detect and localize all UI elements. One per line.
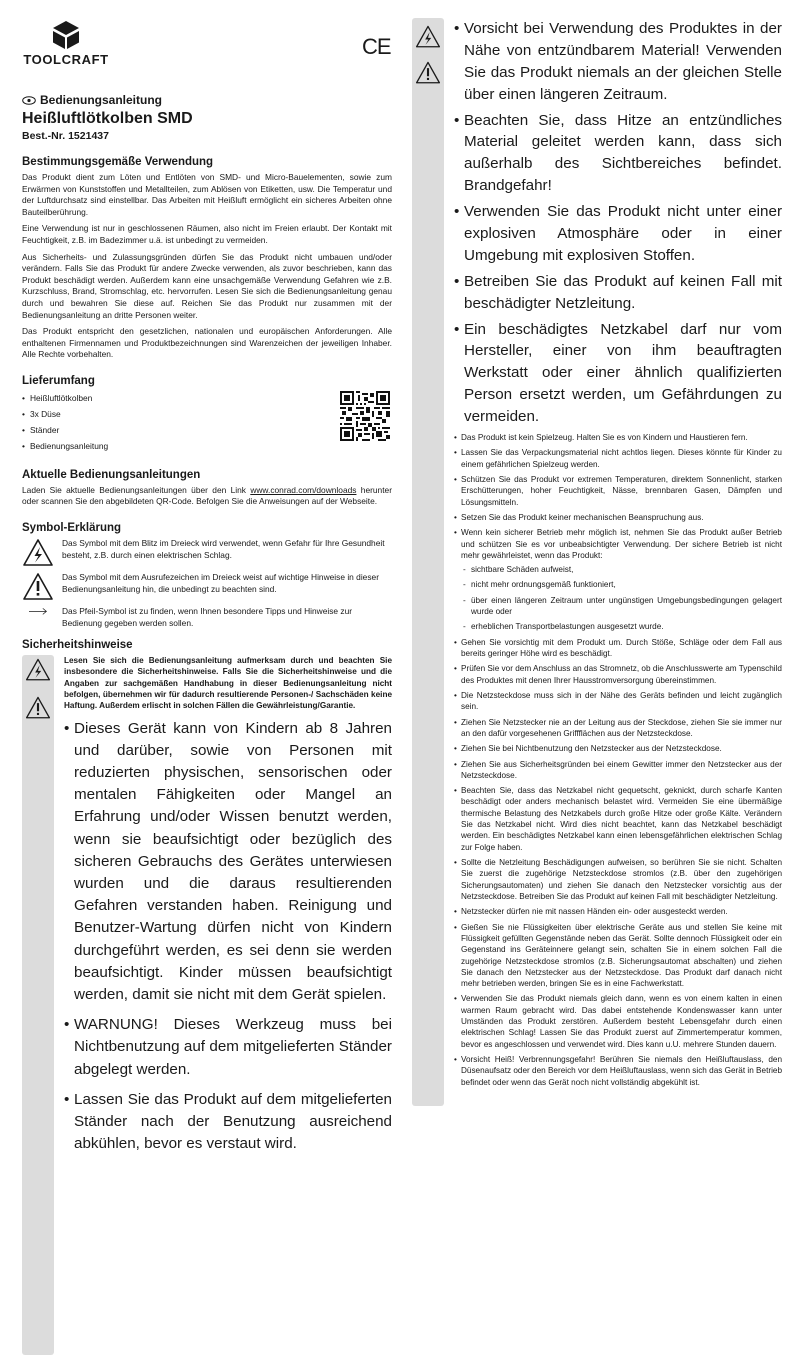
scope-section xyxy=(22,391,392,455)
small-safety-item: • Gießen Sie nie Flüssigkeiten über elektrische Geräte aus und stellen Sie keine mit Flüssigkeit gefüllten Gegenstände neben das Gerät. Sollte dennoch Flüssigkeit oder ein Gegenstand ins Geräteinnere gelangt sein, schalten Sie in einem solchen Fall die zugehörige Netzsteckdose stromlos (z.B. Sicherungsautomat abschalten) und ziehen Sie danach den Netzstecker aus der Netzsteckdose. Das Produkt darf danach nicht mehr betrieben werden, bringen Sie es in eine Fachwerkstatt. xyxy=(454,922,782,990)
exclamation-triangle-icon xyxy=(415,60,441,86)
small-safety-item: • Beachten Sie, dass das Netzkabel nicht gequetscht, geknickt, durch scharfe Kanten beschädigt oder anders mechanisch belastet wird. Vermeiden Sie eine übermäßige thermische Belastung des Netzkabels durch große Hitze oder große Kälte. Verändern Sie das Netzkabel nicht. Wird dies nicht beachtet, kann das Netzkabel beschädigt werden. Ein beschädigtes Netzkabel kann einen lebensgefährlichen elektrischen Schlag zur Folge haben. xyxy=(454,785,782,853)
downloads-link[interactable]: www.conrad.com/downloads xyxy=(250,484,357,495)
current-manuals-text xyxy=(22,485,392,508)
scope-item: • 3x Düse xyxy=(22,407,392,423)
big-safety-item: • Vorsicht bei Verwendung des Produktes in der Nähe von entzündbarem Material! Verwenden Sie das Produkt niemals an der gleichen Stelle über einen längeren Zeitraum. xyxy=(454,18,782,106)
manual-label xyxy=(22,93,392,107)
small-safety-item: • Ziehen Sie Netzstecker nie an der Leitung aus der Steckdose, ziehen Sie sie immer nur an den dafür vorgesehenen Griffflächen aus der Netzsteckdose. xyxy=(454,717,782,740)
safety-sidebar xyxy=(22,655,54,1355)
intended-use-paragraph: Aus Sicherheits- und Zulassungsgründen dürfen Sie das Produkt nicht umbauen und/oder verändern. Falls Sie das Produkt für andere Zwecke verwenden, als zuvor beschrieben, kann das Produkt beschädigt werden. Außerdem kann eine unsachgemäße Verwendung Gefahren wie z.B. Kurzschluss, Brand, Stromschlag, etc. hervorrufen. Lesen Sie sich die Bedienungsanleitung genau durch und bewahren Sie diese auf. Reichen Sie das Produkt nur zusammen mit der Bedienungsanleitung an dritte Personen weiter. xyxy=(22,251,392,320)
lightning-triangle-icon xyxy=(22,538,54,568)
intended-use-paragraph: Eine Verwendung ist nur in geschlossenen Räumen, also nicht im Freien erlaubt. Der Kontakt mit Feuchtigkeit, z.B. im Badezimmer u.ä. ist unbedingt zu vermeiden. xyxy=(22,223,392,245)
small-safety-item: • Gehen Sie vorsichtig mit dem Produkt um. Durch Stöße, Schläge oder dem Fall aus bereits geringer Höhe wird es beschädigt. xyxy=(454,637,782,660)
symbol-text: Das Symbol mit dem Blitz im Dreieck wird verwendet, wenn Gefahr für Ihre Gesundheit besteht, z.B. durch einen elektrischen Schlag. xyxy=(62,537,385,560)
small-safety-item: • Verwenden Sie das Produkt niemals gleich dann, wenn es von einem kalten in einen warmen Raum gebracht wird. Das dabei entstehende Kondenswasser kann unter Umständen das Produkt zerstören. Außerdem besteht Lebensgefahr durch einen elektrischen Schlag! Lassen Sie das Produkt zuerst auf Zimmertemperatur kommen, bevor es angeschlossen und verwendet wird. Dies kann u.U. mehrere Stunden dauern. xyxy=(454,993,782,1050)
not-safe-item: - über einen längeren Zeitraum unter ungünstigen Umgebungsbedingungen gelagert wurde oder xyxy=(461,595,782,618)
symbol-text: Das Pfeil-Symbol ist zu finden, wenn Ihnen besondere Tipps und Hinweise zur Bedienung gegeben werden sollen. xyxy=(62,605,353,628)
safety-sidebar xyxy=(412,18,444,1106)
safety-intro: Lesen Sie sich die Bedienungsanleitung aufmerksam durch und beachten Sie insbesondere die Sicherheitshinweise. Falls Sie die Sicherheitshinweise und die Angaben zur sachgemäßen Handhabung in dieser Bedienungsanleitung nicht befolgen, übernehmen wir für dadurch resultierende Personen-/ Sachschäden keine Haftung. Außerdem erlischt in solchen Fällen die Gewährleistung/Garantie. xyxy=(64,656,392,711)
product-title: Heißluftlötkolben SMD xyxy=(22,110,193,127)
small-safety-item: • Vorsicht Heiß! Verbrennungsgefahr! Berühren Sie niemals den Heißluftauslass, den Düsenaufsatz oder den Bereich vor dem Heißluftauslass, wenn sich das Gerät in Betrieb befindet oder wenn das Gerät noch nicht vollständig abgekühlt ist. xyxy=(454,1054,782,1088)
small-safety-item: • Die Netzsteckdose muss sich in der Nähe des Geräts befinden und leicht zugänglich sein. xyxy=(454,690,782,713)
small-safety-item xyxy=(454,527,782,633)
small-safety-item: • Schützen Sie das Produkt vor extremen Temperaturen, direktem Sonnenlicht, starken Erschütterungen, hoher Feuchtigkeit, Nässe, brennbaren Gasen, Dämpfen und Lösungsmitteln. xyxy=(454,474,782,508)
scope-heading: Lieferumfang xyxy=(22,374,95,387)
intended-use-paragraph: Das Produkt entspricht den gesetzlichen, nationalen und europäischen Anforderungen. Alle enthaltenen Firmennamen und Produktbezeichnungen sind Warenzeichen der jeweiligen Inhaber. Alle Rechte vorbehalten. xyxy=(22,326,392,360)
small-safety-item: • Das Produkt ist kein Spielzeug. Halten Sie es von Kindern und Haustieren fern. xyxy=(454,432,782,443)
not-safe-intro: Wenn kein sicherer Betrieb mehr möglich ist, nehmen Sie das Produkt außer Betrieb und schützen Sie es vor unbeabsichtigter Verwendung. Der sichere Betrieb ist nicht mehr gewährleistet, wenn das Produkt: xyxy=(461,528,782,560)
not-safe-item: - erheblichen Transportbelastungen ausgesetzt wurde. xyxy=(461,621,782,632)
big-safety-item: • WARNUNG! Dieses Werkzeug muss bei Nichtbenutzung auf dem mitgelieferten Ständer abgelegt werden. xyxy=(64,1014,392,1081)
toolcraft-logo xyxy=(22,20,110,67)
qr-code[interactable] xyxy=(340,391,390,441)
brand-name: TOOLCRAFT xyxy=(23,52,109,67)
arrow-icon xyxy=(22,606,54,624)
small-safety-item: • Netzstecker dürfen nie mit nassen Händen ein- oder ausgesteckt werden. xyxy=(454,906,782,917)
big-safety-item: • Beachten Sie, dass Hitze an entzündliches Material geleitet werden kann, dass sich außerhalb des Sichtbereiches befindet. Brandgefahr! xyxy=(454,110,782,198)
intended-use-paragraph: Das Produkt dient zum Löten und Entlöten von SMD- und Micro-Bauelementen, sowie zum Erwärmen von Kunststoffen und Metallteilen, zum Ablösen von Etiketten, usw. Die Temperatur und der Luftdurchsatz sind einstellbar. Das Arbeiten mit Heißluft ermöglicht ein sicheres Arbeiten ohne Bauteilberührung. xyxy=(22,172,392,217)
scope-item: • Heißluftlötkolben xyxy=(22,391,392,407)
lightning-triangle-icon xyxy=(25,657,51,683)
big-safety-item: • Verwenden Sie das Produkt nicht unter einer explosiven Atmosphäre oder in einer Umgebung mit explosiven Stoffen. xyxy=(454,201,782,267)
symbol-row xyxy=(22,572,392,602)
safety-content-left xyxy=(54,655,392,1355)
big-safety-item: • Betreiben Sie das Produkt auf keinen Fall mit beschädigter Netzleitung. xyxy=(454,271,782,315)
big-safety-list-right xyxy=(454,18,782,428)
small-safety-item: • Setzen Sie das Produkt keiner mechanischen Beanspruchung aus. xyxy=(454,512,782,523)
left-column xyxy=(22,20,392,1355)
toolcraft-logo-icon xyxy=(51,20,81,50)
not-safe-list xyxy=(461,564,782,633)
symbols-heading: Symbol-Erklärung xyxy=(22,521,122,534)
safety-heading: Sicherheitshinweise xyxy=(22,639,133,652)
right-column xyxy=(412,18,782,1106)
exclamation-triangle-icon xyxy=(22,572,54,602)
small-safety-list xyxy=(454,432,782,1088)
ce-mark: CE xyxy=(362,34,391,59)
scope-item: • Bedienungsanleitung xyxy=(22,439,392,455)
not-safe-item: - sichtbare Schäden aufweist, xyxy=(461,564,782,575)
current-manuals-heading: Aktuelle Bedienungsanleitungen xyxy=(22,468,201,481)
order-number: Best.-Nr. 1521437 xyxy=(22,130,109,142)
current-manuals-text-before: Laden Sie aktuelle Bedienungsanleitungen über den Link xyxy=(22,484,251,495)
big-safety-item: • Dieses Gerät kann von Kindern ab 8 Jahren und darüber, sowie von Personen mit reduzierten physischen, sensorischen oder mentalen Fähigkeiten oder Mangel an Erfahrung und/oder Wissen benutzt werden, wenn sie beaufsichtigt oder bezüglich des sicheren Gebrauchs des Gerätes unterwiesen wurden und die daraus resultierenden Gefahren verstanden haben. Reinigung und Benutzer-Wartung dürfen nicht von Kindern durchgeführt werden, es sei denn sie werden beaufsichtigt. Kinder müssen beaufsichtigt werden, damit sie nicht mit dem Gerät spielen. xyxy=(64,718,392,1006)
manual-eye-icon xyxy=(22,96,36,105)
small-safety-item: • Ziehen Sie bei Nichtbenutzung den Netzstecker aus der Netzsteckdose. xyxy=(454,743,782,754)
safety-content-right xyxy=(444,18,782,1106)
symbol-row xyxy=(22,538,392,568)
big-safety-item: • Ein beschädigtes Netzkabel darf nur vom Hersteller, einer von ihm beauftragten Werkstatt oder einer ähnlich qualifizierten Person ersetzt werden, um Gefährdungen zu vermeiden. xyxy=(454,319,782,428)
manual-label-text: Bedienungsanleitung xyxy=(40,93,163,107)
safety-section-right xyxy=(412,18,782,1106)
lightning-triangle-icon xyxy=(415,24,441,50)
symbol-text: Das Symbol mit dem Ausrufezeichen im Dreieck weist auf wichtige Hinweise in dieser Bedienungsanleitung hin, die unbedingt zu beachten sind. xyxy=(62,571,379,594)
small-safety-item: • Sollte die Netzleitung Beschädigungen aufweisen, so berühren Sie sie nicht. Schalten Sie zuerst die zugehörige Netzsteckdose stromlos (z.B. über den zugehörigen Sicherungsautomaten) und ziehen Sie danach den Netzstecker vorsichtig aus der Netzsteckdose. Betreiben Sie das Produkt auf keinen Fall mit beschädigter Netzleitung. xyxy=(454,857,782,902)
intended-use-heading: Bestimmungsgemäße Verwendung xyxy=(22,156,214,168)
exclamation-triangle-icon xyxy=(25,695,51,721)
not-safe-item: - nicht mehr ordnungsgemäß funktioniert, xyxy=(461,579,782,590)
small-safety-item: • Ziehen Sie aus Sicherheitsgründen bei einem Gewitter immer den Netzstecker aus der Netzsteckdose. xyxy=(454,759,782,782)
big-safety-item: • Lassen Sie das Produkt auf dem mitgelieferten Ständer nach der Benutzung ausreichend abkühlen, bevor es verstaut wird. xyxy=(64,1089,392,1156)
current-manuals-text-after: herunter oder scannen Sie den abgebildeten QR-Code. Befolgen Sie die Anweisungen auf der Webseite. xyxy=(22,484,392,507)
scope-item: • Ständer xyxy=(22,423,392,439)
small-safety-item: • Lassen Sie das Verpackungsmaterial nicht achtlos liegen. Dieses könnte für Kinder zu einem gefährlichen Spielzeug werden. xyxy=(454,447,782,470)
safety-section-left xyxy=(22,655,392,1355)
symbol-row xyxy=(22,606,392,629)
small-safety-item: • Prüfen Sie vor dem Anschluss an das Stromnetz, ob die Anschlusswerte am Typenschild des Produktes mit denen Ihrer Hausstromversorgung übereinstimmen. xyxy=(454,663,782,686)
big-safety-list-left xyxy=(64,718,392,1156)
scope-list xyxy=(22,391,392,455)
